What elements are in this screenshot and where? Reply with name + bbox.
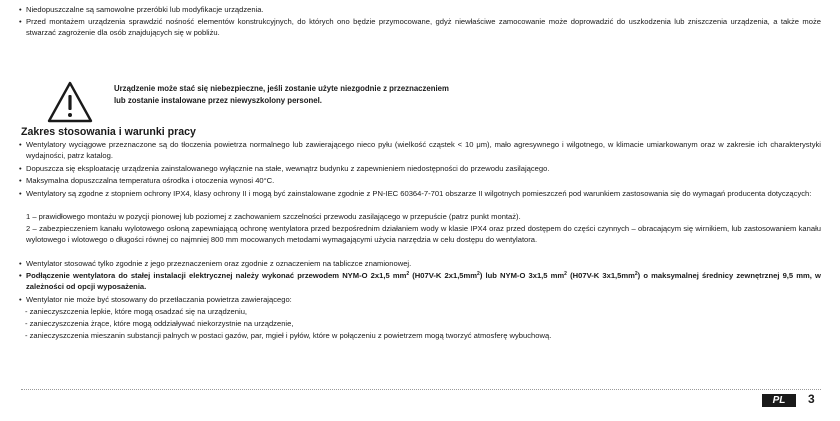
- bullet-dot: •: [19, 295, 22, 304]
- intro-bullet-1: • Niedopuszczalne są samowolne przeróbki lub modyfikacje urządzenia.: [19, 5, 264, 14]
- warning-text-line2: lub zostanie instalowane przez niewyszkolony personel.: [114, 96, 322, 105]
- bullet-dot: •: [19, 189, 22, 198]
- intro-bullet-2: • Przed montażem urządzenia sprawdzić nośność elementów konstrukcyjnych, do których ono będzie przymocowane, gdyż niewłaściwe zamocowanie może doprowadzić do uszkodzenia lub zniszczenia urządzenia, a także może stwarzać zagrożenie dla osób znajdujących się w pobliżu.: [19, 17, 821, 37]
- language-badge: PL: [762, 394, 796, 407]
- warning-text-line1: Urządzenie może stać się niebezpieczne, jeśli zostanie użyte niezgodnie z przeznaczeniem: [114, 84, 449, 93]
- requirement-1: 1 – prawidłowego montażu w pozycji pionowej lub poziomej z zachowaniem szczelności przewodu zasilającego w przepuście (patrz punkt montaż).: [26, 212, 521, 221]
- bullet-fixed-installation: • Dopuszcza się eksploatację urządzenia zainstalowanego wyłącznie na stałe, wewnątrz budynku z zapewnieniem niedostępności do przewodu zasilającego.: [19, 164, 550, 173]
- bullet-dot: •: [19, 271, 22, 280]
- bullet-dot: •: [19, 259, 22, 268]
- bullet-nameplate: • Wentylator stosować tylko zgodnie z jego przeznaczeniem oraz zgodnie z oznaczeniem na tabliczce znamionowej.: [19, 259, 412, 268]
- bullet-intended-use: • Wentylatory wyciągowe przeznaczone są do tłoczenia powietrza normalnego lub zawierającego nieco pyłu (wielkość cząstek < 10 μm), mało agresywnego i wilgotnego, w klimacie umiarkowanym oraz w zakresie ich charakterystyki wydajności, patrz katalog.: [19, 140, 821, 160]
- requirement-2: 2 – zabezpieczeniem kanału wylotowego osłoną zapewniającą ochronę wentylatora przed bezpośrednim działaniem wody w klasie IPX4 oraz przed dostępem do części czynnych – obracającym się wirnikiem, lub zastosowaniem kanału wylotowego i wlotowego o długości równej co najmniej 800 mm mocowanych metodami wymagającymi użycia narzędzia w celu dostępu do wentylatora.: [26, 224, 821, 244]
- bullet-ipx4-compliance: • Wentylatory są zgodne z stopniem ochrony IPX4, klasy ochrony II i mogą być zainstalowane zgodnie z PN-IEC 60364-7-701 obszarze II wilgotnych pomieszczeń pod warunkiem zastosowania się do wymagań producenta dotyczących:: [19, 189, 812, 198]
- contaminant-corrosive: - zanieczyszczenia żrące, które mogą oddziaływać niekorzystnie na urządzenie,: [25, 319, 294, 328]
- bullet-prohibited-air: • Wentylator nie może być stosowany do przetłaczania powietrza zawierającego:: [19, 295, 292, 304]
- bullet-dot: •: [19, 17, 22, 26]
- warning-triangle-icon: [46, 80, 94, 124]
- contaminant-flammable: - zanieczyszczenia mieszanin substancji palnych w postaci gazów, par, mgieł i pyłów, które w połączeniu z powietrzem mogą tworzyć atmosferę wybuchową.: [25, 331, 552, 340]
- bullet-dot: •: [19, 5, 22, 14]
- bullet-cable-connection: • Podłączenie wentylatora do stałej instalacji elektrycznej należy wykonać przewodem NYM-O 2x1,5 $mm^2$ (H07V-K $2x1,5mm^2$) lub NYM-O 3x1,5 $mm^2$ (H07V-K $3x1,5mm^2$) o maksymalnej średnicy zewnętrznej 9,5 mm, w zależności od opcji wyposażenia.: [19, 271, 821, 291]
- section-title: Zakres stosowania i warunki pracy: [21, 126, 196, 138]
- bullet-dot: •: [19, 140, 22, 149]
- contaminant-sticky: - zanieczyszczenia lepkie, które mogą osadzać się na urządzeniu,: [25, 307, 248, 316]
- bullet-max-temperature: • Maksymalna dopuszczalna temperatura ośrodka i otoczenia wynosi 40°C.: [19, 176, 275, 185]
- bullet-dot: •: [19, 176, 22, 185]
- bullet-dot: •: [19, 164, 22, 173]
- footer-divider: [21, 389, 821, 390]
- page-number: 3: [808, 392, 815, 406]
